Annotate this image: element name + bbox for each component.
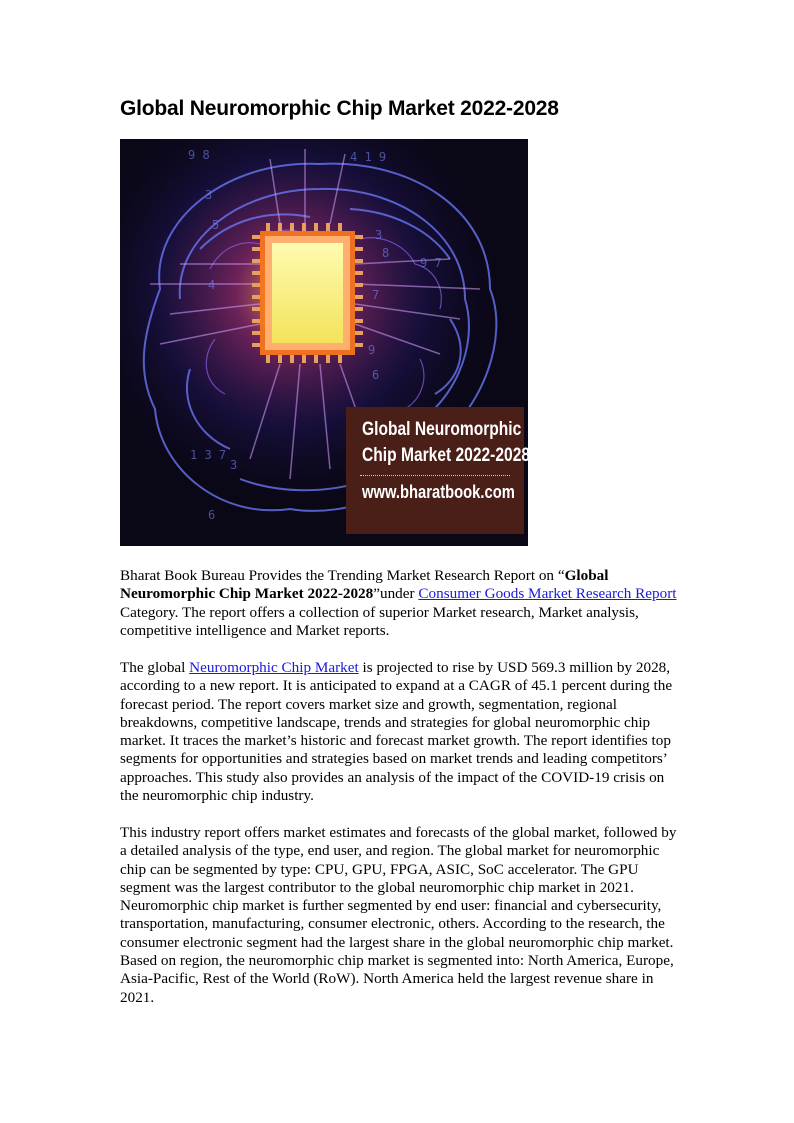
caption-url: www.bharatbook.com (362, 482, 515, 502)
svg-text:4 1 9: 4 1 9 (350, 150, 387, 164)
caption-line-1: Global Neuromorphic (362, 419, 522, 440)
svg-text:9 8: 9 8 (188, 148, 210, 162)
svg-text:3: 3 (375, 228, 383, 242)
caption-divider (360, 475, 510, 476)
hero-caption (346, 407, 531, 534)
svg-text:8: 8 (382, 246, 390, 260)
consumer-goods-category-link[interactable]: Consumer Goods Market Research Report (418, 585, 677, 603)
svg-text:6: 6 (208, 508, 216, 522)
svg-text:6: 6 (372, 368, 380, 382)
intro-tail: Category. The report offers a collection of superior Market research, Market analysis, competitive intelligence and Market reports. (120, 603, 639, 639)
intro-mid: ”under (373, 585, 419, 603)
overview-lead: The global (120, 659, 190, 676)
intro-lead: Bharat Book Bureau Provides the Trending Market Research Report on “ (120, 567, 565, 584)
svg-text:9 7: 9 7 (420, 256, 442, 270)
svg-text:9: 9 (368, 343, 376, 357)
svg-text:5: 5 (212, 218, 220, 232)
svg-text:1 3 7: 1 3 7 (190, 448, 227, 462)
svg-text:3: 3 (205, 188, 213, 202)
intro-paragraph (120, 567, 680, 640)
page-title: Global Neuromorphic Chip Market 2022-2028 (120, 97, 559, 120)
segmentation-paragraph: This industry report offers market estimates and forecasts of the global market, followed by a detailed analysis of the type, end user, and region. The global market for neuromorphic chip can be segmented by type: CPU, GPU, FPGA, ASIC, SoC accelerator. The GPU segment was the largest contributor to the global neuromorphic chip market in 2021. Neuromorphic chip market is further segmented by end user: financial and cybersecurity, transportation, manufacturing, consumer electronic, others. According to the research, the consumer electronic segment had the largest share in the global neuromorphic chip market. Based on region, the neuromorphic chip market is segmented into: North America, Europe, Asia-Pacific, Rest of the World (RoW). North America held the largest revenue share in 2021. (120, 824, 677, 1006)
overview-tail: is projected to rise by USD 569.3 million by 2028, according to a new report. It is anticipated to expand at a CAGR of 45.1 percent during the forecast period. The report covers market size and growth, segmentation, regional breakdowns, competitive landscape, trends and strategies for global neuromorphic chip market. It traces the market’s historic and forecast market growth. The report identifies top segments for opportunities and strategies based on market trends and leading competitors’ approaches. This study also provides an analysis of the impact of the COVID-19 crisis on the neuromorphic chip industry. (120, 659, 673, 805)
neuromorphic-chip-market-link[interactable]: Neuromorphic Chip Market (189, 659, 359, 676)
svg-text:4: 4 (208, 278, 216, 292)
svg-text:7: 7 (372, 288, 380, 302)
caption-line-2: Chip Market 2022-2028 (362, 445, 531, 466)
svg-text:3: 3 (230, 458, 238, 472)
intro-report-title: Global Neuromorphic Chip Market 2022-2028 (120, 567, 609, 603)
market-overview-paragraph (120, 659, 680, 805)
